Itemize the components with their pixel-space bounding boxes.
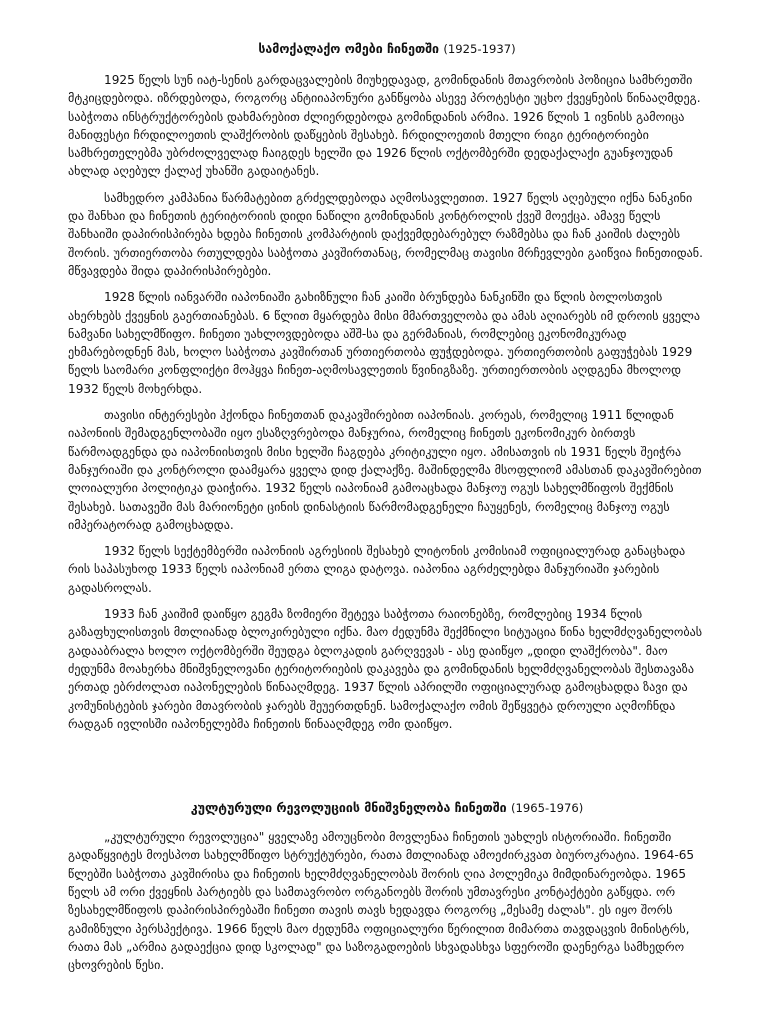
- paragraph: თავისი ინტერესები ჰქონდა ჩინეთთან დაკავშირებით იაპონიას. კორეას, რომელიც 1911 წლიდან იაპონიის შემადგენლობაში იყო ესაზღვრებოდა მანჯურია, რომელიც ჩინეთს ეკონომიკურ ბირთვს წარმოადგენდა და იაპონიისთვის მისი ხელში ჩაგდება კრიტიკული იყო. ამისათვის ის 1931 წელს შეიჭრა მანჯურიაში და კონტროლი დაამყარა ყველა დიდ ქალაქზე. მაშინდელმა მსოფლიომ ამასთან დაკავშირებით ლოიალური პოლიტიკა დაიჭირა. 1932 წელს იაპონიამ გამოაცხადა მანჯოუ ოგუს სახელმწიფოს შექმნის შესახებ. სათავეში მას მარიონეტი ცინის დინასტიის წარმომადგენელი ჩაუყენეს, რომელიც მანჯოუ ოგუს იმპერატორად გამოცხადდა.: [68, 408, 702, 532]
- paragraph: სამხედრო კამპანია წარმატებით გრძელდებოდა აღმოსავლეთით. 1927 წელს აღებული იქნა ნანკინი და შანხაი და ჩინეთის ტერიტორიის დიდი ნაწილი გომინდანის კონტროლის ქვეშ მოექცა. ამავე წელს შანხაიში დაპირისპირება ხდება ჩინეთის კომპარტიის დაქვემდებარებულ რაზმებსა და ჩან კაიშის ძალებს შორის. ურთიერთობა რთულდება საბჭოთა კავშირთანაც, რომელმაც თავისი მრჩევლები გაიწვია ჩინეთიდან. მწვავდება შიდა დაპირისპირებები.: [68, 190, 703, 278]
- paragraph: 1932 წელს სექტემბერში იაპონიის აგრესიის შესახებ ლიტონის კომისიამ ოფიციალურად განაცხადა რის საპასუხოდ 1933 წელს იაპონიამ ერთა ლიგა დატოვა. იაპონია აგრძელებდა მანჯურიაში ჯარების გადასროლას.: [68, 544, 686, 595]
- section-title: სამოქალაქო ომები ჩინეთში: [258, 41, 440, 56]
- section-years: (1965-1976): [510, 801, 584, 816]
- section-spacer: [68, 741, 706, 799]
- paragraph: „კულტურული რევოლუცია" ყველაზე ამოუცნობი მოვლენაა ჩინეთის უახლეს ისტორიაში. ჩინეთში გადაწყვიტეს მოესპოთ სახელმწიფო სტრუქტურები, რათა მთლიანად ამოეძირკვათ ბიუროკრატია. 1964-65 წლებში საბჭოთა კავშირისა და ჩინეთის ხელმძღვანელობას შორის ღია პოლემიკა მიმდინარეობდა. 1965 წელს ამ ორი ქვეყნის პარტიებს და სამთავრობო ორგანოებს შორის უმთავრესი კონტაქტები გაწყდა. ორ ზესახელმწიფოს დაპირისპირებაში ჩინეთი თავის თავს ხედავდა როგორც „მესამე ძალას". ეს იყო შორს გამიზნული პერსპექტივა. 1966 წელს მაო ძედუნმა ოფიციალური წერილით მიმართა თავდაცვის მინისტრს, რათა მას „არმია გადაექცია დიდ სკოლად" და საზოგადოების სხვადასხვა სფეროში დაენერგა სამხედრო ცხოვრების წესი.: [68, 830, 695, 973]
- section-years: (1925-1937): [443, 42, 516, 56]
- paragraph: 1925 წელს სუნ იატ-სენის გარდაცვალების მიუხედავად, გომინდანის მთავრობის პოზიცია სამხრეთში მტკიცდებოდა. იზრდებოდა, როგორც ანტიიაპონური განწყობა ასევე პროტესტი უცხო ქვეყნების წინააღმდეგ. საბჭოთა ინსტრუქტორების დახმარებით ძლიერდებოდა გომინდანის არმია. 1926 წლის 1 ივნისს გამოიცა მანიფესტი ჩრდილოეთის ლაშქრობის დაწყების შესახებ. ჩრდილოეთის მთელი რიგი ტერიტორიები სამხრეთელებმა უბრძოლველად ჩაიგდეს ხელში და 1926 წლის ოქტომბერში დედაქალაქი გუანჯოუდან ახლად აღებულ ქალაქ უხანში გადაიტანეს.: [68, 73, 701, 179]
- section-heading-civil-wars: [68, 40, 706, 58]
- paragraph: 1928 წლის იანვარში იაპონიაში გახიზნული ჩან კაიში ბრუნდება ნანკინში და წლის ბოლოსთვის ახერხებს ქვეყნის გაერთიანებას. 6 წლით მყარდება მისი მმართველობა და ამას აღიარებს იმ დროის ყველა ნამვანი სახელმწიფო. ჩინეთი უახლოვდებოდა აშშ-სა და გერმანიას, რომლებიც ეკონომიკურად ეხმარებოდნენ მას, ხოლო საბჭოთა კავშირთან ურთიერთობა ფუჭდებოდა. ურთიერთობის გაფუჭებას 1929 წელს საომარი კონფლიქტი მოჰყვა ჩინეთ-აღმოსავლეთის წვინიგზაზე. ურთიერთობის აღდგენა მხოლოდ 1932 წელს მოხერხდა.: [68, 290, 701, 396]
- section-heading-cultural-revolution: [68, 799, 706, 817]
- section-title: კულტურული რევოლუციის მნიშვნელობა ჩინეთში: [190, 800, 507, 816]
- paragraph: 1933 ჩან კაიშიმ დაიწყო გეგმა ზომიერი შეტევა საბჭოთა რაიონებზე, რომლებიც 1934 წლის გაზაფხულისთვის მთლიანად ბლოკირებული იქნა. მაო ძედუნმა შექმნილი სიტუაცია წინა ხელმძღვანელობას გადააბრალა ხოლო ოქტომბერში შეუდგა ბლოკადის გარღვევას - ასე დაიწყო „დიდი ლაშქრობა". მაო ძედუნმა მოახერხა მნიშვნელოვანი ტერიტორიების დაკავება და გომინდანის ხელმძღვანელობას შესთავაზა ერთად ებრძოლათ იაპონელების წინააღმდეგ. 1937 წლის აპრილში ოფიციალურად გამოცხადდა ზავი და კომუნისტების ჯარები მთავრობის ჯარებს შეუერთდნენ. სამოქალაქო ომის შეწყვეტა დროული აღმოჩნდა რადგან ივლისში იაპონელებმა ჩინეთის წინააღმდეგ ომი დაიწყო.: [68, 607, 703, 731]
